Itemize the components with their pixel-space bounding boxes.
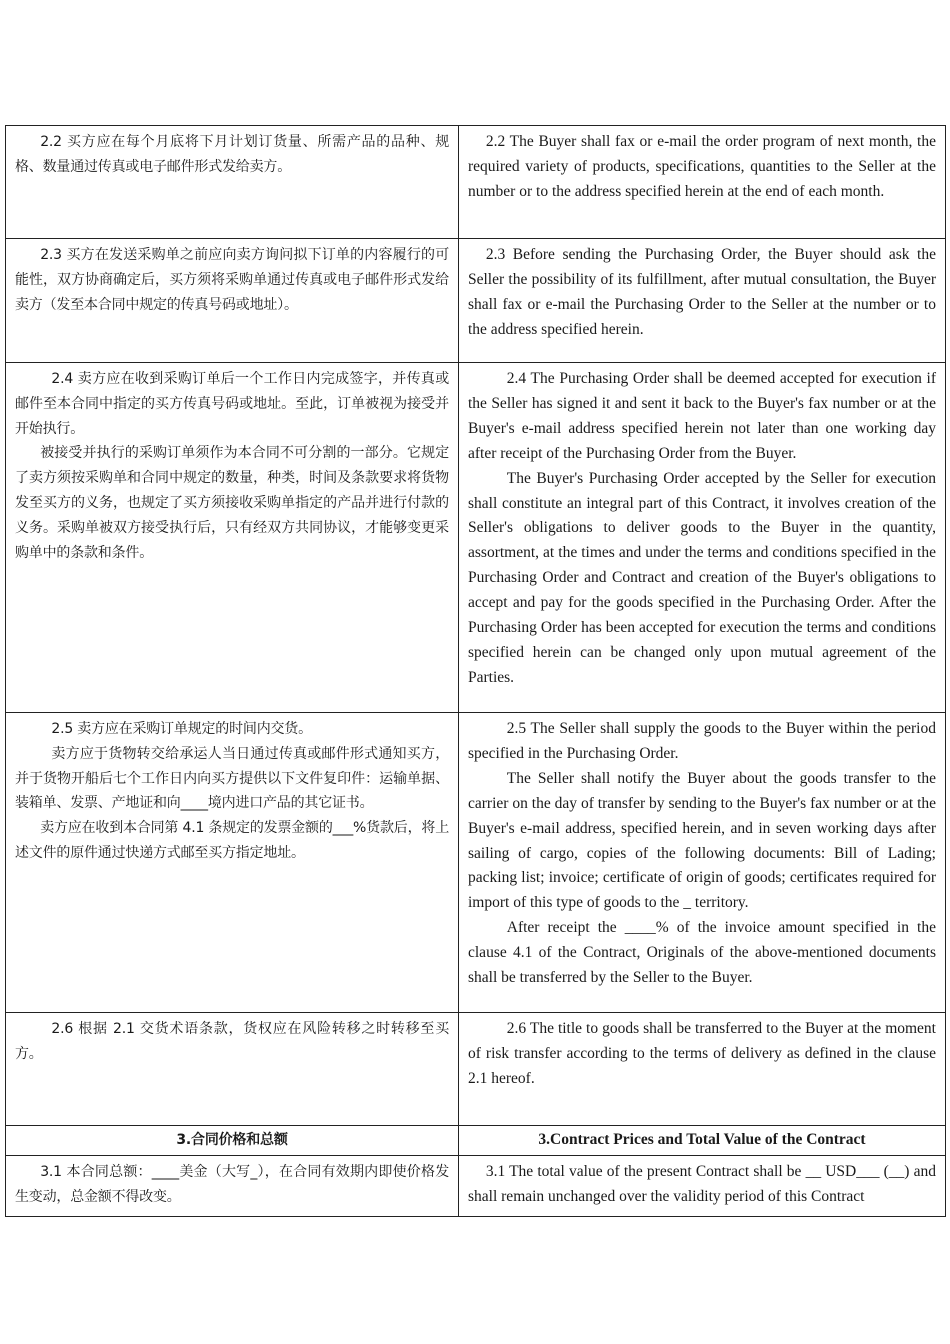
clause-2-3-row (6, 239, 946, 363)
clause-2-5-row (6, 713, 946, 1013)
clause-2-3-en (459, 239, 946, 363)
clause-2-4-zh-para-2: 被接受并执行的采购订单须作为本合同不可分割的一部分。它规定了卖方须按采购单和合同中规定的数量，种类，时间及条款要求将货物发至买方的义务，也规定了买方须接收采购单指定的产品并进行付款的义务。采购单被双方接受执行后，只有经双方共同协议，才能够变更采购单中的条款和条件。 (15, 445, 449, 561)
clause-2-2-en (459, 126, 946, 239)
clause-2-3-zh-text: 2.3 买方在发送采购单之前应向卖方询问拟下订单的内容履行的可能性，双方协商确定后，买方须将采购单通过传真或电子邮件形式发给卖方（发至本合同中规定的传真号码或地址）。 (15, 247, 449, 313)
section-3-heading-zh: 3.合同价格和总额 (6, 1126, 459, 1156)
clause-3-1-row (6, 1155, 946, 1216)
clause-2-2-zh-text: 2.2 买方应在每个月底将下月计划订货量、所需产品的品种、规格、数量通过传真或电子邮件形式发给卖方。 (15, 134, 449, 175)
clause-2-6-zh (6, 1013, 459, 1126)
clause-2-3-en-text: 2.3 Before sending the Purchasing Order, the Buyer should ask the Seller the possibility of its fulfillment, after mutual consultation, the Buyer shall fax or e-mail the Purchasing Order to the Seller at the number or to the address specified herein. (468, 246, 936, 338)
section-3-heading-en: 3.Contract Prices and Total Value of the Contract (459, 1126, 946, 1156)
clause-2-5-zh (6, 713, 459, 1013)
clause-2-6-en-text: 2.6 The title to goods shall be transferred to the Buyer at the moment of risk transfer according to the terms of delivery as defined in the clause 2.1 hereof. (468, 1020, 936, 1087)
clause-3-1-zh (6, 1155, 459, 1216)
clause-2-3-zh (6, 239, 459, 363)
clause-2-4-zh (6, 363, 459, 713)
clause-2-5-zh-para-3: 卖方应在收到本合同第 4.1 条规定的发票金额的___%货款后，将上述文件的原件通过快递方式邮至买方指定地址。 (15, 820, 449, 861)
clause-3-1-en-text: 3.1 The total value of the present Contract shall be __ USD___ (__) and shall remain unchanged over the validity period of this Contract (468, 1162, 936, 1205)
clause-2-5-en (459, 713, 946, 1013)
contract-table (5, 125, 946, 1217)
clause-3-1-zh-text: 3.1 本合同总额：____美金（大写_），在合同有效期内即使价格发生变动，总金额不得改变。 (15, 1163, 449, 1205)
clause-2-4-en-para-1: 2.4 The Purchasing Order shall be deemed accepted for execution if the Seller has signed it and sent it back to the Buyer's fax number or at the Buyer's e-mail address specified herein not later than one working day after receipt of the Purchasing Order from the Buyer. (468, 370, 936, 462)
clause-2-6-zh-text: 2.6 根据 2.1 交货术语条款，货权应在风险转移之时转移至买方。 (15, 1021, 449, 1062)
clause-2-5-en-para-3: After receipt the ____% of the invoice amount specified in the clause 4.1 of the Contract, Originals of the above-mentioned documents shall be transferred by the Seller to the Buyer. (468, 919, 936, 987)
clause-2-5-zh-para-1: 2.5 卖方应在采购订单规定的时间内交货。 (51, 721, 312, 737)
clause-2-4-zh-para-1: 2.4 卖方应在收到采购订单后一个工作日内完成签字，并传真或邮件至本合同中指定的买方传真号码或地址。至此，订单被视为接受并开始执行。 (15, 371, 449, 437)
clause-2-2-row (6, 126, 946, 239)
clause-2-2-zh (6, 126, 459, 239)
clause-2-6-en (459, 1013, 946, 1126)
clause-2-5-en-para-2: The Seller shall notify the Buyer about the goods transfer to the carrier on the day of transfer by sending to the Buyer's fax number or at the Buyer's e-mail address, specified herein, and in seven working days after sailing of cargo, copies of the following documents: Bill of Lading; packing list; invoice; certificate of origin of goods; certificates required for import of this type of goods to the _ territory. (468, 769, 936, 912)
clause-2-5-en-para-1: 2.5 The Seller shall supply the goods to the Buyer within the period specified in the Purchasing Order. (468, 720, 936, 762)
clause-3-1-en (459, 1155, 946, 1216)
clause-2-2-en-text: 2.2 The Buyer shall fax or e-mail the order program of next month, the required variety of products, specifications, quantities to the Seller at the number or to the address specified herein at the end of each month. (468, 133, 936, 200)
clause-2-4-row (6, 363, 946, 713)
section-3-heading-row (6, 1126, 946, 1156)
clause-2-4-en (459, 363, 946, 713)
clause-2-4-en-para-2: The Buyer's Purchasing Order accepted by the Seller for execution shall constitute an integral part of this Contract, it involves creation of the Seller's obligations to deliver goods to the Buyer in the quantity, assortment, at the times and under the terms and conditions specified in the Purchasing Order and Contract and creation of the Buyer's obligations to accept and pay for the goods specified in the Purchasing Order. After the Purchasing Order has been accepted for execution the terms and conditions specified herein can be changed only upon mutual agreement of the Parties. (468, 469, 936, 686)
clause-2-5-zh-para-2: 卖方应于货物转交给承运人当日通过传真或邮件形式通知买方，并于货物开船后七个工作日内向买方提供以下文件复印件：运输单据、装箱单、发票、产地证和向____境内进口产品的其它证书。 (15, 745, 449, 812)
clause-2-6-row (6, 1013, 946, 1126)
